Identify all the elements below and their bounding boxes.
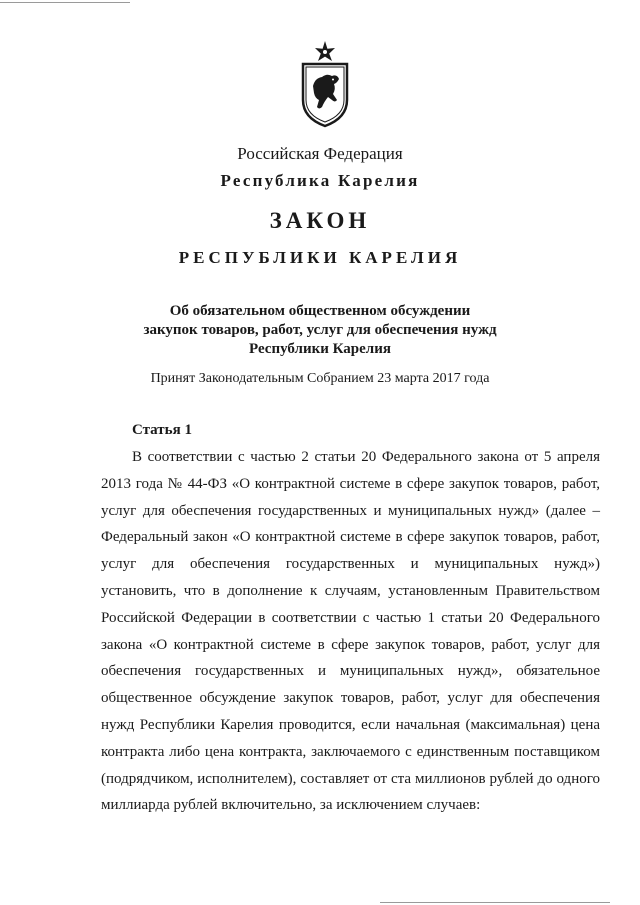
document-type-sub: РЕСПУБЛИКИ КАРЕЛИЯ xyxy=(178,248,462,267)
karelia-coat-of-arms-icon xyxy=(297,40,353,128)
article-heading: Статья 1 xyxy=(132,422,192,438)
law-title-line: Республики Карелия xyxy=(249,341,391,357)
document-type: ЗАКОН xyxy=(269,208,371,233)
law-title-line: Об обязательном общественном обсуждении xyxy=(169,303,471,319)
country-name: Российская Федерация xyxy=(237,144,403,163)
scan-mark-top xyxy=(0,2,130,3)
scan-mark-bottom xyxy=(380,902,610,903)
law-title xyxy=(0,302,640,359)
article-paragraph: В соответствии с частью 2 статьи 20 Федерального закона от 5 апреля 2013 года № 44-ФЗ «О контрактной системе в сфере закупок товаров, работ, услуг для обеспечения государственных и муниципальных нужд» (далее – Федеральный закон «О контрактной системе в сфере закупок товаров, работ, услуг для обеспечения государственных и муниципальных нужд») установить, что в дополнение к случаям, установленным Правительством Российской Федерации в соответствии с частью 1 статьи 20 Федерального закона «О контрактной системе в сфере закупок товаров, работ, услуг для обеспечения государственных и муниципальных нужд», обязательное общественное обсуждение закупок товаров, работ, услуг для обеспечения нужд Республики Карелия проводится, если начальная (максимальная) цена контракта либо цена контракта, заключаемого с единственным поставщиком (подрядчиком, исполнителем), составляет от ста миллионов рублей до одного миллиарда рублей включительно, за исключением случаев: xyxy=(101,449,600,814)
law-title-line: закупок товаров, работ, услуг для обеспечения нужд xyxy=(143,322,497,338)
adoption-note: Принят Законодательным Собранием 23 марта 2017 года xyxy=(150,371,490,386)
republic-name: Республика Карелия xyxy=(220,171,420,190)
emblem-star xyxy=(315,41,335,61)
